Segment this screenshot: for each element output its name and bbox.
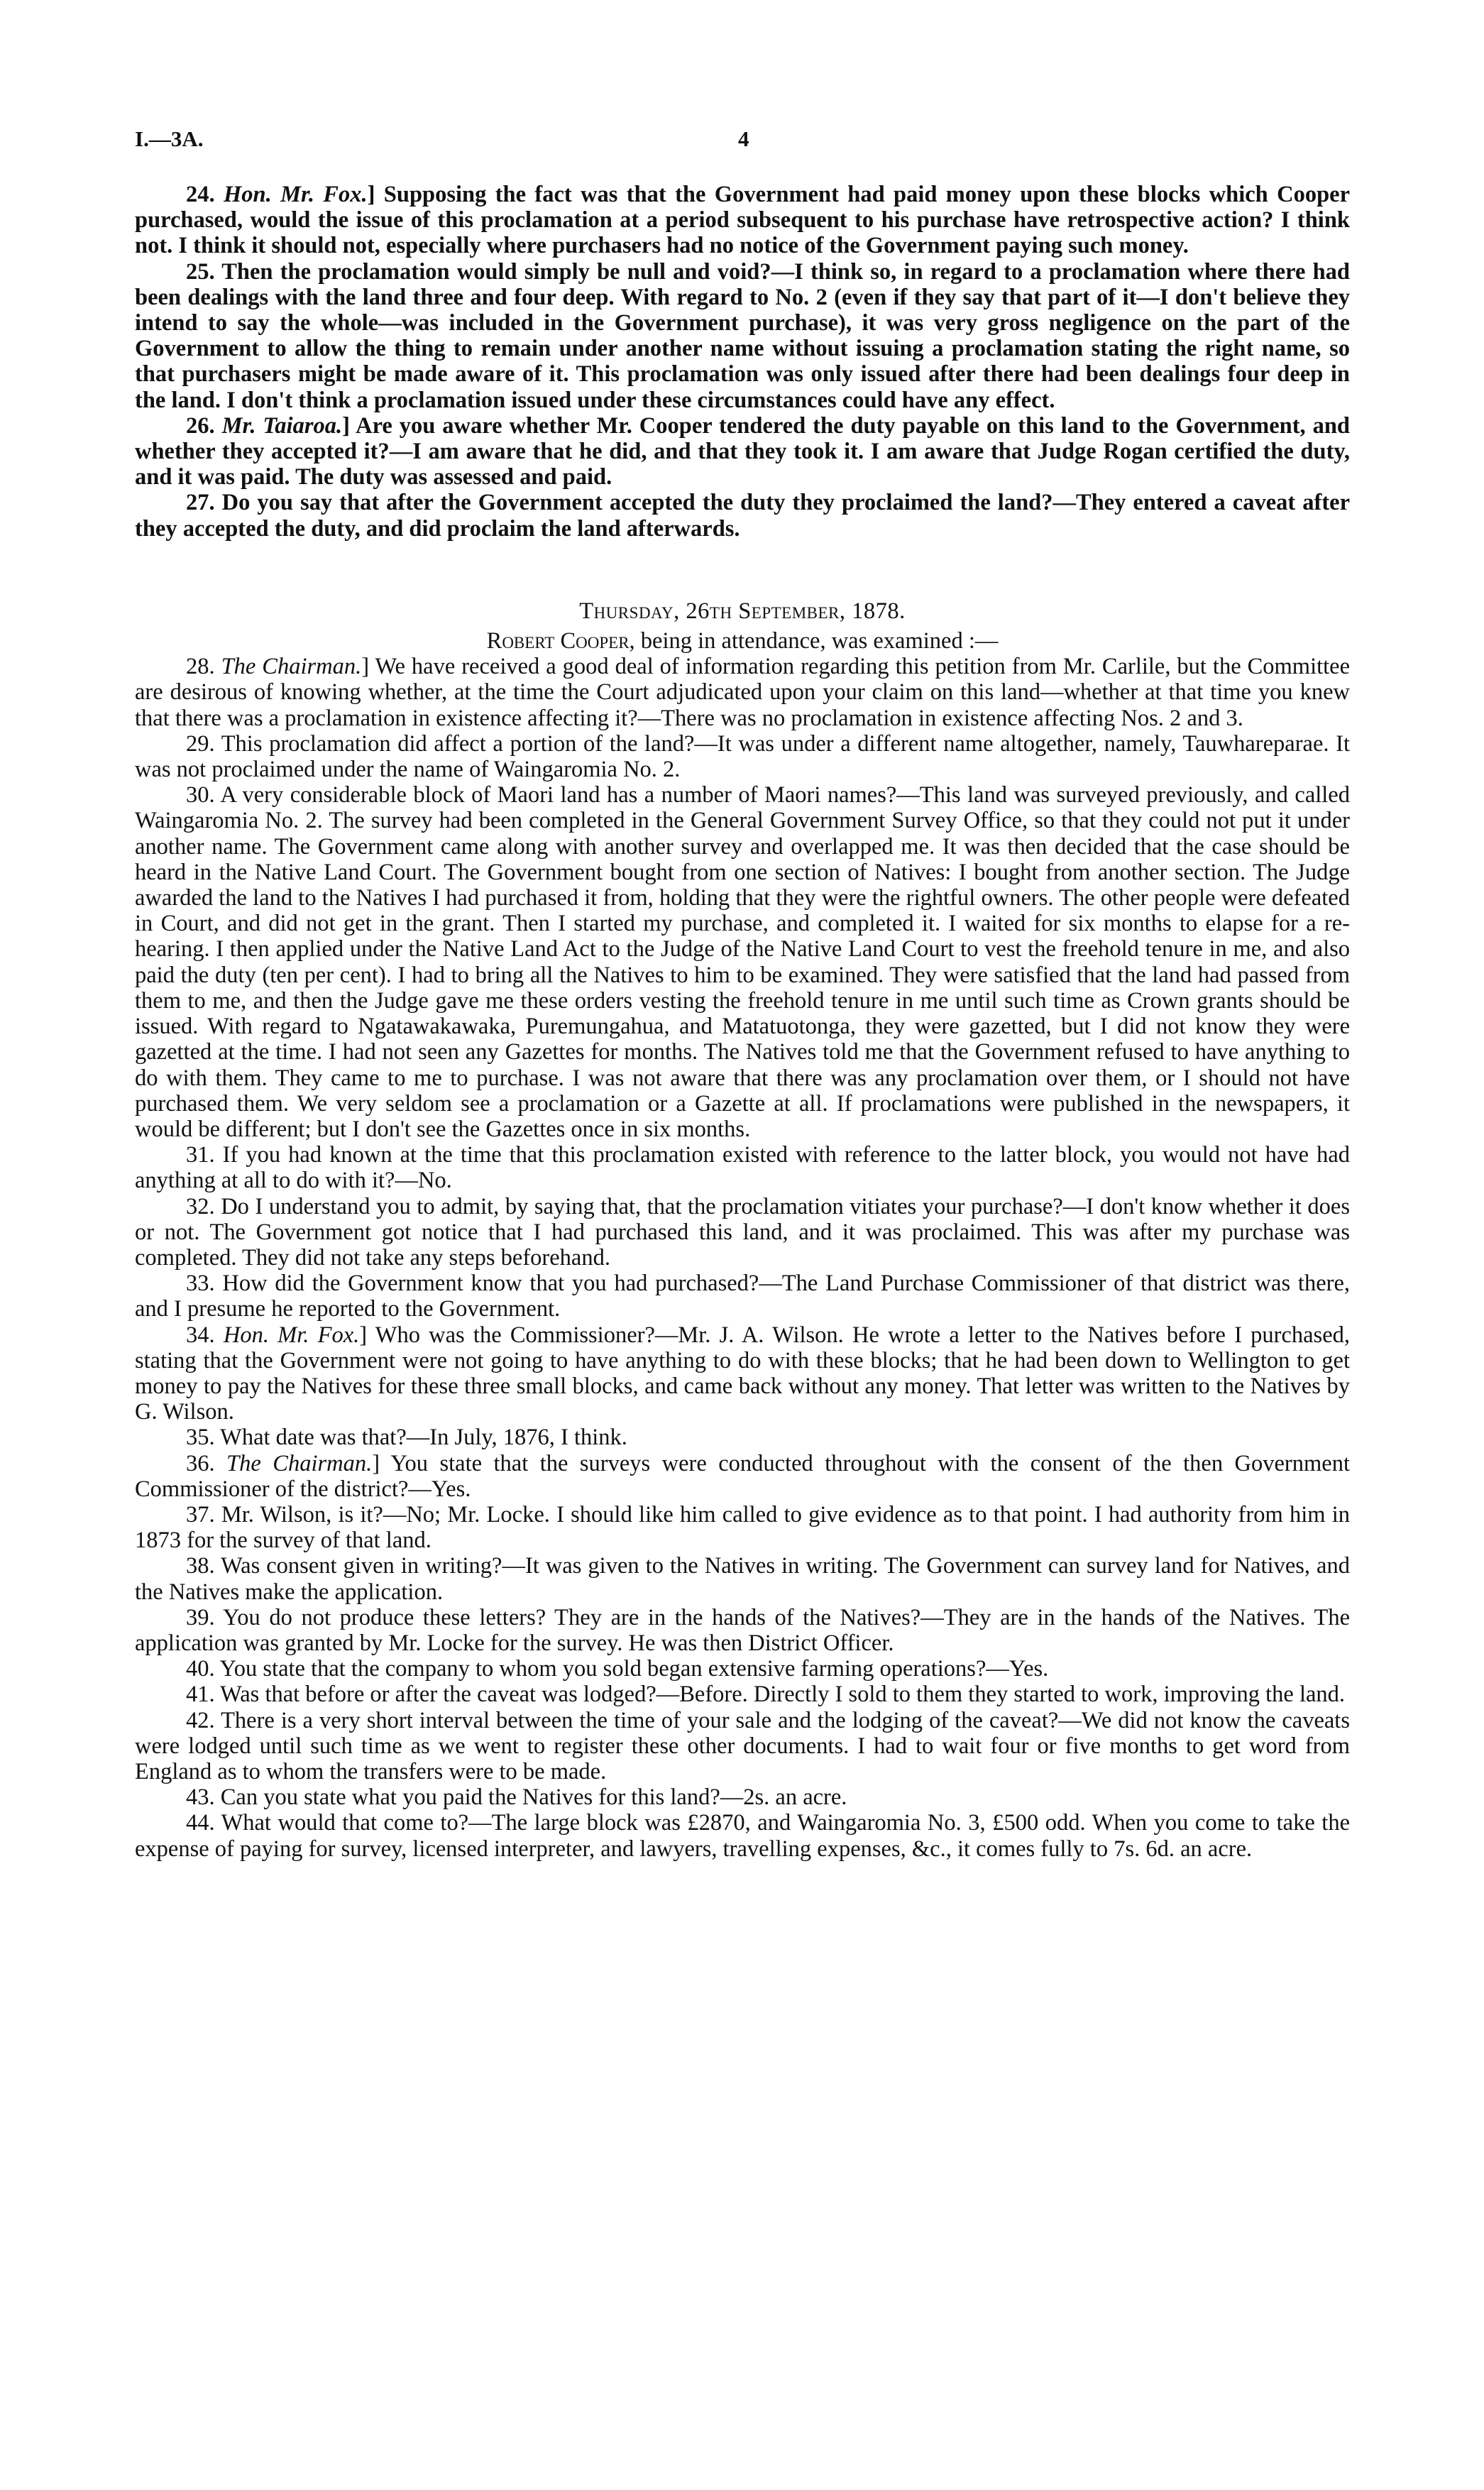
question-number: 25. xyxy=(186,258,215,285)
question-text: Was consent given in writing?—It was given to the Natives in writing. The Government can survey land for Natives, and the Natives make the application. xyxy=(135,1553,1350,1605)
question-paragraph xyxy=(135,1605,1350,1656)
question-paragraph xyxy=(135,782,1350,1142)
question-number: 39. xyxy=(186,1604,215,1630)
question-number: 35. xyxy=(186,1425,215,1451)
question-text: What date was that?—In July, 1876, I think. xyxy=(220,1425,627,1451)
question-number: 29. xyxy=(186,730,215,757)
question-text: Supposing the fact was that the Government had paid money upon these blocks which Cooper purchased, would the issue of this proclamation at a period subsequent to his purchase have retrospective action? I think not. I think it should not, especially where purchasers had no notice of the Government paying such money. xyxy=(135,182,1350,259)
question-text: Then the proclamation would simply be null and void?—I think so, in regard to a proclamation where there had been dealings with the land three and four deep. With regard to No. 2 (even if they say that part of it—I don't believe they intend to say the whole—was included in the Government purchase), it was very gross negligence on the part of the Government to allow the thing to remain under another name without issuing a proclamation stating the right name, so that purchasers might be made aware of it. This proclamation was only issued after there had been dealings four deep in the land. I don't think a proclamation issued under these circumstances could have any effect. xyxy=(135,258,1350,413)
question-paragraph xyxy=(135,1271,1350,1322)
question-text: You do not produce these letters? They are in the hands of the Natives?—They are in the hands of the Natives. The application was granted by Mr. Locke for the survey. He was then District Officer. xyxy=(135,1604,1351,1656)
question-text: We have received a good deal of information regarding this petition from Mr. Carlile, but the Committee are desirous of knowing whether, at the time the Court adjudicated upon your claim on this land—whether at that time you knew that there was a proclamation in existence affecting it?—There was no proclamation in existence affecting Nos. 2 and 3. xyxy=(135,654,1351,731)
question-number: 40. xyxy=(186,1656,215,1682)
question-number: 33. xyxy=(186,1271,215,1297)
question-paragraph: 26. Mr. Taiaroa.] Are you aware whether Mr. Cooper tendered the duty payable on this land to the Government, and whether they accepted it?—I am aware that he did, and that they took it. I am aware that Judge Rogan certified the duty, and it was paid. The duty was assessed and paid. xyxy=(135,412,1351,490)
question-paragraph: 28. The Chairman.] We have received a good deal of information regarding this petition from Mr. Carlile, but the Committee are desirous of knowing whether, at the time the Court adjudicated upon your claim on this land—whether at that time you knew that there was a proclamation in existence affecting it?—There was no proclamation in existence affecting Nos. 2 and 3. xyxy=(135,654,1351,731)
question-text: Do you say that after the Government accepted the duty they proclaimed the land?—They entered a caveat after they accepted the duty, and did proclaim the land afterwards. xyxy=(135,490,1350,542)
question-number: 24. xyxy=(186,182,215,207)
question-paragraph xyxy=(135,490,1350,541)
question-paragraph xyxy=(135,1656,1350,1682)
question-number: 42. xyxy=(186,1707,215,1733)
question-number: 43. xyxy=(186,1784,215,1811)
question-paragraph xyxy=(135,1553,1350,1604)
witness-text: , being in attendance, was examined :— xyxy=(629,628,999,654)
speaker-name: The Chairman. xyxy=(226,1450,373,1476)
question-number: 37. xyxy=(186,1501,215,1528)
question-number: 34. xyxy=(186,1322,215,1348)
question-paragraph: 34. Hon. Mr. Fox.] Who was the Commissioner?—Mr. J. A. Wilson. He wrote a letter to the Natives before I purchased, stating that the Government were not going to have anything to do with these blocks; that he had been down to Wellington to get money to pay the Natives for these three small blocks, and came back without any money. That letter was written to the Natives by G. Wilson. xyxy=(135,1322,1351,1425)
document-reference: I.—3A. xyxy=(135,126,204,151)
evidence-block-1 xyxy=(135,182,1350,542)
question-paragraph: 24. Hon. Mr. Fox.] Supposing the fact was that the Government had paid money upon these blocks which Cooper purchased, would the issue of this proclamation at a period subsequent to his purchase have retrospective action? I think not. I think it should not, especially where purchasers had no notice of the Government paying such money. xyxy=(135,182,1350,259)
speaker-name: The Chairman. xyxy=(221,654,362,680)
question-paragraph xyxy=(135,259,1350,413)
question-number: 27. xyxy=(186,490,215,516)
question-text: Are you aware whether Mr. Cooper tendered the duty payable on this land to the Government, and whether they accepted it?—I am aware that he did, and that they took it. I am aware that Judge Rogan certified the duty, and it was paid. The duty was assessed and paid. xyxy=(135,412,1351,490)
question-number: 31. xyxy=(186,1142,215,1168)
question-paragraph xyxy=(135,731,1350,782)
witness-name: Robert Cooper xyxy=(486,628,630,654)
question-text: What would that come to?—The large block was £2870, and Waingaromia No. 3, £500 odd. When you come to take the expense of paying for survey, licensed interpreter, and lawyers, travelling expenses, &c., it comes fully to 7s. 6d. an acre. xyxy=(135,1810,1350,1862)
question-text: There is a very short interval between the time of your sale and the lodging of the caveat?—We did not know the caveats were lodged until such time as we went to register these other documents. I had to wait four or five months to get word from England as to whom the transfers were to be made. xyxy=(135,1707,1350,1784)
question-text: Can you state what you paid the Natives for this land?—2s. an acre. xyxy=(220,1784,847,1811)
question-text: Who was the Commissioner?—Mr. J. A. Wilson. He wrote a letter to the Natives before I purchased, stating that the Government were not going to have anything to do with these blocks; that he had been down to Wellington to get money to pay the Natives for these three small blocks, and came back without any money. That letter was written to the Natives by G. Wilson. xyxy=(135,1322,1351,1425)
document-body xyxy=(135,182,1350,1862)
question-paragraph: 36. The Chairman.] You state that the surveys were conducted throughout with the consent of the then Government Commissioner of the district?—Yes. xyxy=(135,1450,1350,1502)
question-paragraph xyxy=(135,1810,1350,1861)
question-number: 30. xyxy=(186,782,215,808)
question-paragraph xyxy=(135,1502,1350,1553)
question-number: 26. xyxy=(186,412,215,439)
question-text: How did the Government know that you had purchased?—The Land Purchase Commissioner of that district was there, and I presume he reported to the Government. xyxy=(135,1271,1350,1322)
date-heading: Thursday, 26th September, 1878. xyxy=(579,598,906,624)
question-number: 38. xyxy=(186,1553,215,1579)
question-text: A very considerable block of Maori land has a number of Maori names?—This land was surveyed previously, and called Waingaromia No. 2. The survey had been completed in the General Government Survey Office, so that they could not put it under another name. The Government came along with another survey and overlapped me. It was then decided that the case should be heard in the Native Land Court. The Government bought from one section of Natives: I bought from another section. The Judge awarded the land to the Natives I had purchased it from, holding that they were the rightful owners. The other people were defeated in Court, and did not get in the grant. Then I started my purchase, and completed it. I waited for six months to elapse for a re-hearing. I then applied under the Native Land Act to the Judge of the Native Land Court to vest the freehold tenure in me, and also paid the duty (ten per cent). I had to bring all the Natives to him to be examined. They were satisfied that the land had passed from them to me, and then the Judge gave me these orders vesting the freehold tenure in me until such time as Crown grants should be issued. With regard to Ngatawakawaka, Puremungahua, and Matatuotonga, they were gazetted, but I did not know they were gazetted at the time. I had not seen any Gazettes for months. The Natives told me that the Government refused to have anything to do with them. They came to me to purchase. I was not aware that there was any proclamation over them, or I should not have purchased them. We very seldom see a proclamation or a Gazette at all. If proclamations were published in the newspapers, it would be different; but I don't see the Gazettes once in six months. xyxy=(135,782,1350,1142)
page-header xyxy=(135,126,1348,162)
evidence-block-2 xyxy=(135,654,1350,1862)
question-number: 32. xyxy=(186,1193,215,1219)
speaker-name: Hon. Mr. Fox. xyxy=(223,1322,360,1348)
question-number: 28. xyxy=(186,654,215,680)
question-text: You state that the company to whom you sold began extensive farming operations?—Yes. xyxy=(219,1656,1049,1682)
question-paragraph xyxy=(135,1142,1350,1193)
question-text: If you had known at the time that this proclamation existed with reference to the latter block, you would not have had anything at all to do with it?—No. xyxy=(135,1142,1350,1194)
question-paragraph xyxy=(135,1784,1350,1810)
question-text: You state that the surveys were conducted throughout with the consent of the then Government Commissioner of the district?—Yes. xyxy=(135,1450,1350,1502)
question-number: 41. xyxy=(186,1682,215,1708)
witness-line xyxy=(135,628,1350,654)
speaker-name: Hon. Mr. Fox. xyxy=(223,182,368,207)
page-number: 4 xyxy=(738,126,749,151)
question-text: This proclamation did affect a portion of the land?—It was under a different name altogether, namely, Tauwhareparae. It was not proclaimed under the name of Waingaromia No. 2. xyxy=(135,730,1350,783)
question-number: 36. xyxy=(186,1450,215,1476)
question-paragraph xyxy=(135,1194,1350,1271)
question-paragraph xyxy=(135,1708,1350,1785)
question-text: Do I understand you to admit, by saying that, that the proclamation vitiates your purchase?—I don't know whether it does or not. The Government got notice that I had purchased this land, and it was proclaimed. This was after my purchase was completed. They did not take any steps beforehand. xyxy=(135,1193,1350,1271)
question-number: 44. xyxy=(186,1810,215,1836)
question-paragraph xyxy=(135,1425,1350,1450)
question-text: Was that before or after the caveat was lodged?—Before. Directly I sold to them they started to work, improving the land. xyxy=(220,1682,1346,1708)
question-paragraph xyxy=(135,1682,1350,1707)
speaker-name: Mr. Taiaroa. xyxy=(221,412,343,439)
question-text: Mr. Wilson, is it?—No; Mr. Locke. I should like him called to give evidence as to that point. I had authority from him in 1873 for the survey of that land. xyxy=(135,1501,1351,1554)
